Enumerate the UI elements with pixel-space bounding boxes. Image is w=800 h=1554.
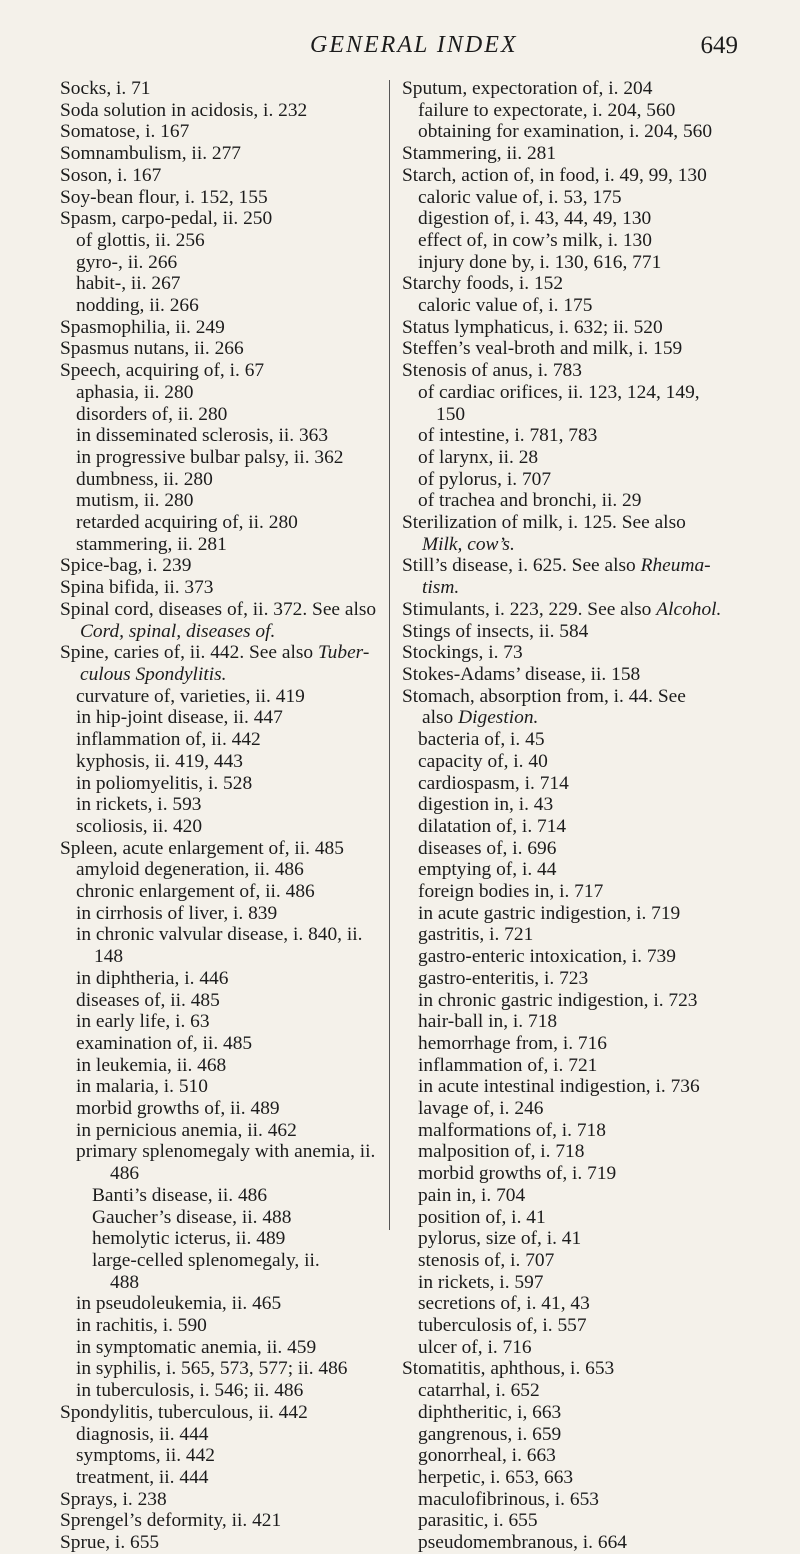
index-entry-text: Stomach, absorption from, i. 44. See <box>402 685 686 707</box>
index-entry-text: 150 <box>436 403 466 425</box>
index-entry <box>402 1510 742 1532</box>
index-entry <box>60 1489 380 1511</box>
index-entry-text: Sprue, i. 655 <box>60 1532 160 1554</box>
index-entry <box>402 1141 742 1163</box>
index-entry-text: lavage of, i. 246 <box>418 1098 544 1120</box>
index-entry-text: position of, i. 41 <box>418 1206 546 1228</box>
index-entry <box>60 230 380 252</box>
index-entry <box>402 577 742 599</box>
index-entry-text: morbid growths of, ii. 489 <box>76 1098 280 1120</box>
index-entry-text: cardiospasm, i. 714 <box>418 772 569 794</box>
index-entry-text: morbid growths of, i. 719 <box>418 1163 617 1185</box>
index-entry-text: 148 <box>94 946 124 968</box>
index-entry-text: Soy-bean flour, i. 152, 155 <box>60 186 268 208</box>
index-entry <box>402 751 742 773</box>
index-entry-text: Speech, acquiring of, i. 67 <box>60 360 265 382</box>
index-entry <box>402 881 742 903</box>
index-entry-text: inflammation of, i. 721 <box>418 1054 598 1076</box>
index-entry-text: in acute gastric indigestion, i. 719 <box>418 902 681 924</box>
index-entry <box>402 968 742 990</box>
index-entry-text: of glottis, ii. 256 <box>76 229 205 251</box>
index-entry-text: Sterilization of milk, i. 125. See also <box>402 512 686 534</box>
index-entry <box>60 360 380 382</box>
index-entry-text: pain in, i. 704 <box>418 1184 526 1206</box>
index-entry-text: in hip-joint disease, ii. 447 <box>76 707 283 729</box>
index-entry <box>60 512 380 534</box>
index-entry-text: failure to expectorate, i. 204, 560 <box>418 99 676 121</box>
index-entry-text: Spinal cord, diseases of, ii. 372. See also <box>60 598 377 620</box>
index-entry-text: diseases of, i. 696 <box>418 837 557 859</box>
index-entry-text: Starch, action of, in food, i. 49, 99, 130 <box>402 164 707 186</box>
index-entry <box>60 599 380 621</box>
index-entry <box>60 447 380 469</box>
index-entry-text: caloric value of, i. 175 <box>418 295 593 317</box>
index-entry-text: of trachea and bronchi, ii. 29 <box>418 490 642 512</box>
index-entry <box>60 100 380 122</box>
index-entry-text: in pseudoleukemia, ii. 465 <box>76 1293 282 1315</box>
index-entry <box>402 208 742 230</box>
index-entry <box>60 903 380 925</box>
index-entry-text: in symptomatic anemia, ii. 459 <box>76 1336 317 1358</box>
index-entry <box>402 990 742 1012</box>
index-entry <box>60 968 380 990</box>
index-entry-text: dilatation of, i. 714 <box>418 815 567 837</box>
index-entry <box>60 143 380 165</box>
index-entry <box>60 273 380 295</box>
index-entry <box>60 382 380 404</box>
index-entry <box>60 1098 380 1120</box>
index-cross-reference: Digestion. <box>458 707 539 729</box>
index-entry-text: Spice-bag, i. 239 <box>60 555 192 577</box>
index-entry-text: tism. <box>422 577 460 599</box>
index-entry-text: in tuberculosis, i. 546; ii. 486 <box>76 1380 304 1402</box>
index-entry <box>60 1424 380 1446</box>
column-divider <box>389 80 390 1230</box>
index-entry <box>402 404 742 426</box>
index-entry-text: diagnosis, ii. 444 <box>76 1423 209 1445</box>
index-entry-text: in disseminated sclerosis, ii. 363 <box>76 425 329 447</box>
index-entry-text: malposition of, i. 718 <box>418 1141 585 1163</box>
index-entry <box>60 1293 380 1315</box>
index-entry-text: in acute intestinal indigestion, i. 736 <box>418 1076 700 1098</box>
index-entry <box>402 78 742 100</box>
index-entry-text: capacity of, i. 40 <box>418 750 548 772</box>
index-entry-text: Stokes-Adams’ disease, ii. 158 <box>402 663 641 685</box>
index-entry-text: in poliomyelitis, i. 528 <box>76 772 253 794</box>
index-entry-text: in chronic gastric indigestion, i. 723 <box>418 989 698 1011</box>
index-entry-text: ulcer of, i. 716 <box>418 1336 532 1358</box>
index-entry <box>402 794 742 816</box>
index-entry <box>60 338 380 360</box>
index-entry <box>60 1120 380 1142</box>
index-entry <box>402 1250 742 1272</box>
index-entry <box>60 1532 380 1554</box>
index-entry-text: Sputum, expectoration of, i. 204 <box>402 78 653 99</box>
index-entry <box>60 1011 380 1033</box>
index-entry <box>60 1055 380 1077</box>
index-entry <box>402 1033 742 1055</box>
index-entry <box>60 121 380 143</box>
index-entry-text: habit-, ii. 267 <box>76 273 181 295</box>
index-column-right <box>402 78 742 1554</box>
index-entry <box>60 208 380 230</box>
index-entry <box>402 490 742 512</box>
index-entry-text: Sprengel’s deformity, ii. 421 <box>60 1510 282 1532</box>
index-entry <box>60 1358 380 1380</box>
index-entry <box>402 1424 742 1446</box>
index-entry-text: herpetic, i. 653, 663 <box>418 1467 574 1488</box>
index-entry <box>402 317 742 339</box>
index-entry-text: gonorrheal, i. 663 <box>418 1445 556 1467</box>
index-entry-text: obtaining for examination, i. 204, 560 <box>418 121 713 143</box>
index-entry-text: stenosis of, i. 707 <box>418 1249 555 1271</box>
index-entry <box>60 729 380 751</box>
index-entry <box>402 1532 742 1554</box>
index-entry-text: parasitic, i. 655 <box>418 1510 538 1532</box>
index-entry-text: Gaucher’s disease, ii. 488 <box>92 1206 292 1228</box>
index-entry <box>402 1120 742 1142</box>
index-entry <box>60 642 380 664</box>
index-entry <box>402 1489 742 1511</box>
index-entry <box>402 664 742 686</box>
index-entry <box>402 1315 742 1337</box>
index-entry <box>402 816 742 838</box>
index-entry <box>60 469 380 491</box>
index-entry <box>402 100 742 122</box>
index-entry-text: examination of, ii. 485 <box>76 1032 253 1054</box>
index-entry-text: pseudomembranous, i. 664 <box>418 1532 627 1554</box>
index-entry-text: symptoms, ii. 442 <box>76 1445 215 1467</box>
index-entry-text: Banti’s disease, ii. 486 <box>92 1184 268 1206</box>
index-entry <box>60 1207 380 1229</box>
index-entry <box>402 425 742 447</box>
index-entry-text: disorders of, ii. 280 <box>76 403 228 425</box>
index-entry <box>402 143 742 165</box>
index-entry <box>402 555 742 577</box>
index-entry <box>60 1467 380 1489</box>
index-entry <box>60 1076 380 1098</box>
index-entry-text: Somnambulism, ii. 277 <box>60 143 241 165</box>
index-entry <box>60 794 380 816</box>
index-entry <box>60 751 380 773</box>
index-entry <box>402 382 742 404</box>
index-entry <box>60 252 380 274</box>
index-entry <box>60 1380 380 1402</box>
index-entry-text: catarrhal, i. 652 <box>418 1380 540 1402</box>
index-entry-text: 488 <box>110 1271 140 1293</box>
index-cross-reference: Tuber- <box>317 642 370 664</box>
index-entry-text: Sprays, i. 238 <box>60 1488 167 1510</box>
index-entry <box>402 1337 742 1359</box>
index-entry <box>60 78 380 100</box>
index-entry-text: scoliosis, ii. 420 <box>76 815 203 837</box>
index-entry <box>402 360 742 382</box>
index-entry-text: stammering, ii. 281 <box>76 533 227 555</box>
index-entry-text: Spasmophilia, ii. 249 <box>60 316 225 338</box>
index-entry <box>402 1163 742 1185</box>
index-entry-text: caloric value of, i. 53, 175 <box>418 186 622 208</box>
index-entry <box>402 187 742 209</box>
index-entry <box>60 1272 380 1294</box>
index-entry-text: hemolytic icterus, ii. 489 <box>92 1228 286 1250</box>
index-entry <box>60 1185 380 1207</box>
index-entry-text: mutism, ii. 280 <box>76 490 194 512</box>
index-entry <box>402 859 742 881</box>
index-entry-text: effect of, in cow’s milk, i. 130 <box>418 229 652 251</box>
index-entry-text: primary splenomegaly with anemia, ii. <box>76 1141 376 1163</box>
index-entry <box>60 165 380 187</box>
index-entry-text: Milk, cow’s. <box>422 533 515 555</box>
index-entry <box>60 859 380 881</box>
index-entry <box>402 1293 742 1315</box>
index-entry <box>402 599 742 621</box>
index-entry <box>402 838 742 860</box>
index-entry-text: emptying of, i. 44 <box>418 859 557 881</box>
index-entry-text: Spasmus nutans, ii. 266 <box>60 338 244 360</box>
index-entry <box>402 946 742 968</box>
index-entry-text: Spondylitis, tuberculous, ii. 442 <box>60 1401 308 1423</box>
index-entry-text: nodding, ii. 266 <box>76 295 199 317</box>
index-entry <box>402 1055 742 1077</box>
index-entry <box>60 924 380 946</box>
index-entry <box>60 707 380 729</box>
index-entry-text: digestion in, i. 43 <box>418 794 554 816</box>
index-entry <box>402 165 742 187</box>
index-entry <box>402 1207 742 1229</box>
page-header <box>0 32 800 72</box>
index-entry <box>60 1337 380 1359</box>
index-entry-text: retarded acquiring of, ii. 280 <box>76 512 298 534</box>
index-entry <box>60 946 380 968</box>
index-entry-text: chronic enlargement of, ii. 486 <box>76 881 315 903</box>
index-entry <box>402 1467 742 1489</box>
index-entry <box>60 773 380 795</box>
index-entry <box>60 1250 380 1272</box>
page-number: 649 <box>700 32 738 59</box>
index-entry-text: in progressive bulbar palsy, ii. 362 <box>76 446 344 468</box>
index-entry-text: in chronic valvular disease, i. 840, ii. <box>76 924 363 946</box>
index-entry <box>60 1163 380 1185</box>
index-entry <box>60 1315 380 1337</box>
index-entry <box>402 1228 742 1250</box>
index-entry-text: kyphosis, ii. 419, 443 <box>76 750 243 772</box>
index-entry-text: of cardiac orifices, ii. 123, 124, 149, <box>418 381 700 403</box>
index-entry <box>60 404 380 426</box>
index-entry-text: secretions of, i. 41, 43 <box>418 1293 590 1315</box>
index-entry <box>402 1185 742 1207</box>
index-entry-text: Cord, spinal, diseases of. <box>80 620 276 642</box>
index-entry-text: Socks, i. 71 <box>60 78 151 99</box>
index-entry <box>60 1228 380 1250</box>
index-entry-text: gastro-enteric intoxication, i. 739 <box>418 946 676 968</box>
index-entry-text: in rickets, i. 597 <box>418 1271 544 1293</box>
index-entry <box>402 273 742 295</box>
index-entry-text: gastro-enteritis, i. 723 <box>418 967 589 989</box>
index-entry <box>402 1402 742 1424</box>
index-entry <box>60 1033 380 1055</box>
index-entry-text: Soda solution in acidosis, i. 232 <box>60 99 308 121</box>
index-entry-text: Spine, caries of, ii. 442. See also <box>60 642 314 664</box>
index-entry <box>402 121 742 143</box>
index-entry-text: foreign bodies in, i. 717 <box>418 881 604 903</box>
index-entry-text: of pylorus, i. 707 <box>418 468 552 490</box>
index-entry-text: amyloid degeneration, ii. 486 <box>76 859 304 881</box>
index-entry-text: Starchy foods, i. 152 <box>402 273 564 295</box>
index-entry <box>60 534 380 556</box>
index-entry-text: dumbness, ii. 280 <box>76 468 213 490</box>
index-entry <box>60 664 380 686</box>
index-cross-reference: Rheuma- <box>640 555 711 577</box>
index-entry-text: Somatose, i. 167 <box>60 121 190 143</box>
index-entry-text: aphasia, ii. 280 <box>76 381 194 403</box>
index-entry-text: Status lymphaticus, i. 632; ii. 520 <box>402 316 663 338</box>
index-column-left <box>60 78 380 1554</box>
index-entry <box>402 642 742 664</box>
index-entry <box>60 1141 380 1163</box>
index-entry <box>402 512 742 534</box>
index-entry-text: tuberculosis of, i. 557 <box>418 1315 587 1337</box>
index-entry-text: Stammering, ii. 281 <box>402 143 557 165</box>
index-entry <box>402 773 742 795</box>
index-entry-text: culous Spondylitis. <box>80 663 227 685</box>
index-entry <box>60 1510 380 1532</box>
index-entry <box>402 1272 742 1294</box>
index-entry-text: of intestine, i. 781, 783 <box>418 425 598 447</box>
index-entry <box>60 816 380 838</box>
index-entry <box>402 338 742 360</box>
index-entry-text: in rachitis, i. 590 <box>76 1315 207 1337</box>
index-entry <box>60 1402 380 1424</box>
index-entry <box>60 425 380 447</box>
index-entry-text: of larynx, ii. 28 <box>418 446 539 468</box>
index-entry-text: inflammation of, ii. 442 <box>76 729 261 751</box>
index-entry-text: 486 <box>110 1163 140 1185</box>
index-entry-text: hemorrhage from, i. 716 <box>418 1032 608 1054</box>
index-entry-text: Spleen, acute enlargement of, ii. 485 <box>60 837 344 859</box>
index-entry-text: in cirrhosis of liver, i. 839 <box>76 902 278 924</box>
index-entry-text: Stenosis of anus, i. 783 <box>402 360 582 382</box>
index-entry-text: Spasm, carpo-pedal, ii. 250 <box>60 208 273 230</box>
index-entry-text: Stimulants, i. 223, 229. See also <box>402 598 652 620</box>
index-entry-text: injury done by, i. 130, 616, 771 <box>418 251 662 273</box>
index-entry <box>60 555 380 577</box>
index-entry-text: in pernicious anemia, ii. 462 <box>76 1119 297 1141</box>
index-entry-text: gyro-, ii. 266 <box>76 251 178 273</box>
index-entry <box>402 621 742 643</box>
index-entry <box>60 317 380 339</box>
index-entry <box>402 230 742 252</box>
index-entry-text: in malaria, i. 510 <box>76 1076 208 1098</box>
index-entry-text: in early life, i. 63 <box>76 1011 210 1033</box>
index-entry <box>60 577 380 599</box>
index-entry-text: diseases of, ii. 485 <box>76 989 220 1011</box>
index-entry-text: digestion of, i. 43, 44, 49, 130 <box>418 208 652 230</box>
index-entry-text: curvature of, varieties, ii. 419 <box>76 685 305 707</box>
index-entry-text: maculofibrinous, i. 653 <box>418 1488 599 1510</box>
index-entry <box>60 990 380 1012</box>
index-entry <box>402 707 742 729</box>
index-entry-text: in syphilis, i. 565, 573, 577; ii. 486 <box>76 1358 348 1380</box>
index-entry-text: bacteria of, i. 45 <box>418 729 545 751</box>
index-entry <box>402 1358 742 1380</box>
index-entry <box>60 881 380 903</box>
index-entry-text: in leukemia, ii. 468 <box>76 1054 227 1076</box>
index-entry-text: also <box>422 707 454 729</box>
index-entry <box>402 1076 742 1098</box>
index-entry <box>60 686 380 708</box>
index-entry-text: pylorus, size of, i. 41 <box>418 1228 582 1250</box>
index-entry <box>60 187 380 209</box>
index-entry-text: malformations of, i. 718 <box>418 1119 606 1141</box>
index-entry <box>402 534 742 556</box>
index-entry <box>402 469 742 491</box>
index-cross-reference: Alcohol. <box>656 598 722 620</box>
index-entry <box>402 1380 742 1402</box>
index-entry <box>402 252 742 274</box>
index-entry-text: gangrenous, i. 659 <box>418 1423 562 1445</box>
index-entry-text: in rickets, i. 593 <box>76 794 202 816</box>
index-entry <box>402 295 742 317</box>
index-entry <box>402 686 742 708</box>
index-entry <box>60 838 380 860</box>
index-entry-text: treatment, ii. 444 <box>76 1467 209 1488</box>
index-entry <box>402 924 742 946</box>
index-entry <box>402 1445 742 1467</box>
index-entry-text: gastritis, i. 721 <box>418 924 534 946</box>
index-entry <box>60 295 380 317</box>
index-entry <box>402 729 742 751</box>
index-entry <box>60 1445 380 1467</box>
index-entry-text: Still’s disease, i. 625. See also <box>402 555 636 577</box>
running-title: GENERAL INDEX <box>310 32 518 58</box>
index-entry <box>60 490 380 512</box>
index-entry-text: Spina bifida, ii. 373 <box>60 577 214 599</box>
index-entry <box>402 1011 742 1033</box>
index-entry-text: in diphtheria, i. 446 <box>76 967 229 989</box>
index-entry <box>402 447 742 469</box>
index-entry-text: diphtheritic, i, 663 <box>418 1401 562 1423</box>
index-entry-text: large-celled splenomegaly, ii. <box>92 1249 320 1271</box>
index-entry-text: Steffen’s veal-broth and milk, i. 159 <box>402 338 683 360</box>
index-entry-text: Stings of insects, ii. 584 <box>402 620 589 642</box>
index-entry-text: Stockings, i. 73 <box>402 642 523 664</box>
index-entry-text: Stomatitis, aphthous, i. 653 <box>402 1358 615 1380</box>
index-entry <box>402 903 742 925</box>
index-entry <box>60 621 380 643</box>
index-entry <box>402 1098 742 1120</box>
index-entry-text: Soson, i. 167 <box>60 164 162 186</box>
index-entry-text: hair-ball in, i. 718 <box>418 1011 558 1033</box>
